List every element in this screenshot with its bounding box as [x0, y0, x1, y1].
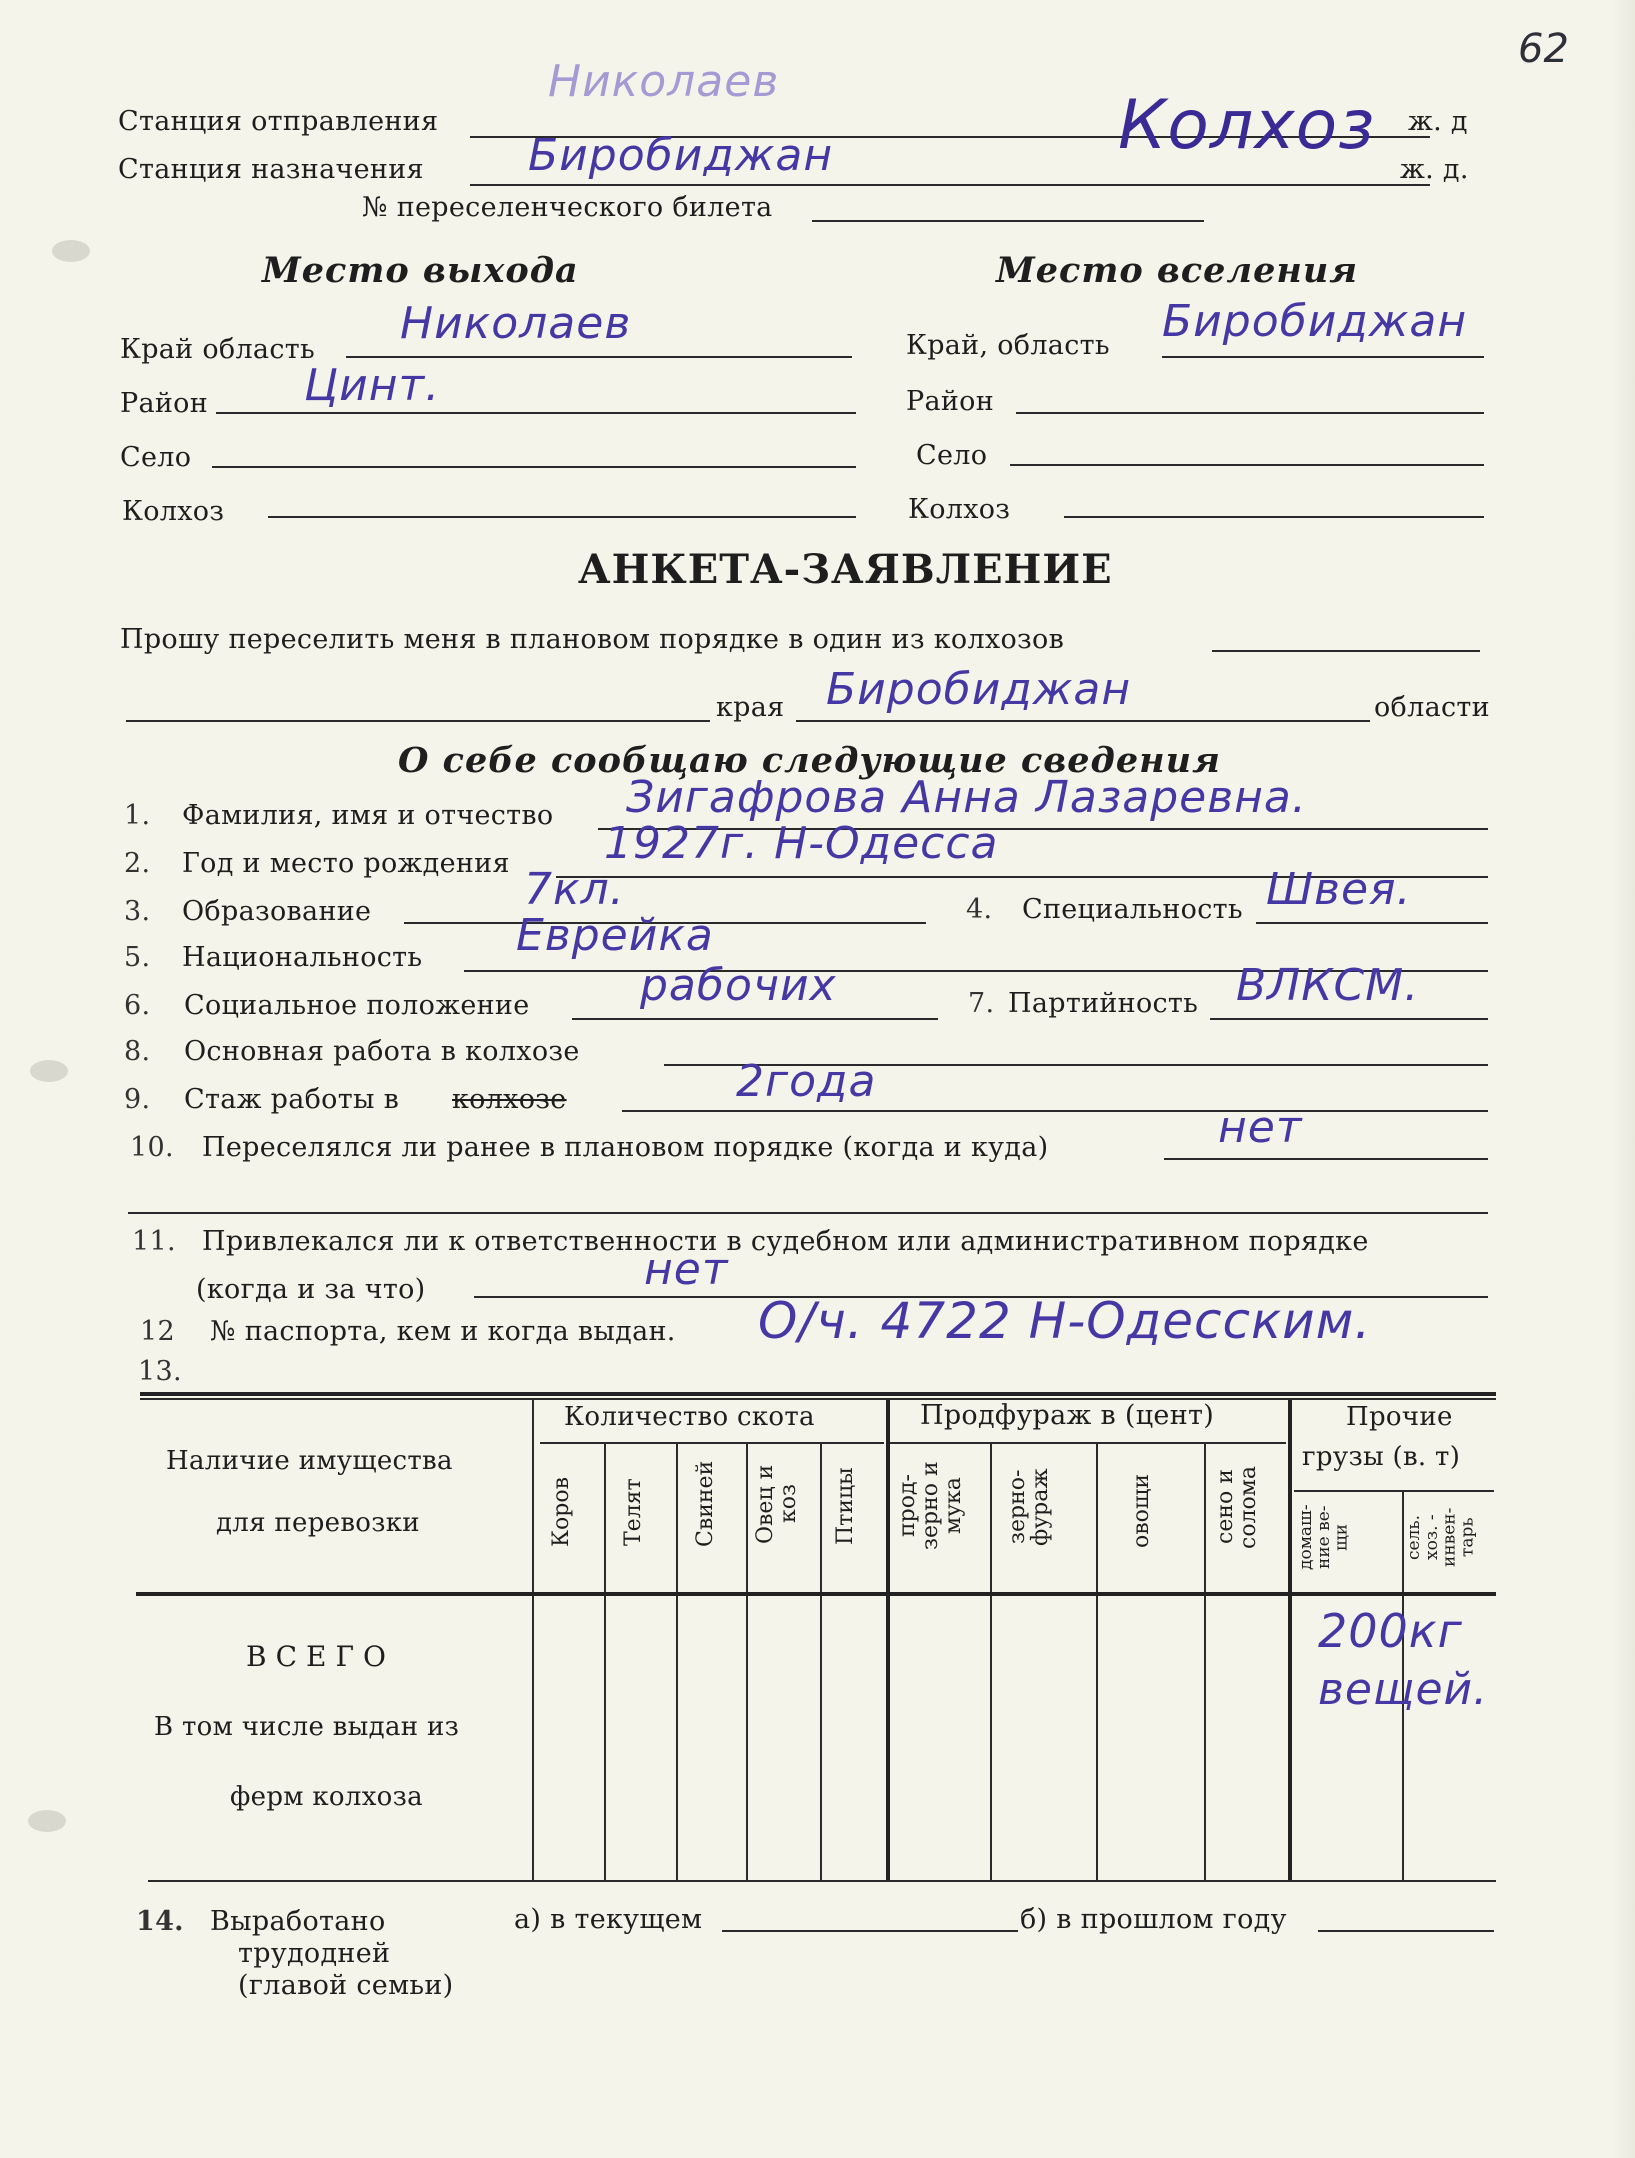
dep-region-value: Николаев [400, 298, 632, 349]
binder-hole [52, 240, 90, 262]
field-12-num: 12 [140, 1316, 175, 1347]
dep-station-label: Станция отправления [118, 106, 439, 137]
field-5-label: Национальность [182, 942, 423, 973]
krai-line-right [796, 720, 1370, 722]
table-col-calves: Телят [621, 1478, 646, 1546]
page-number: 62 [1518, 26, 1569, 72]
table-incl-1: В том числе выдан из [154, 1712, 460, 1742]
field-3-num: 3. [124, 896, 151, 927]
table-col-cows: Коров [549, 1477, 574, 1547]
workdays-label-3: (главой семьи) [238, 1970, 454, 2001]
field-2-value: 1927г. Н-Одесса [604, 818, 999, 869]
table-incl-2: ферм колхоза [230, 1782, 423, 1812]
field-8-label: Основная работа в колхозе [184, 1036, 580, 1067]
dep-region-line [346, 356, 852, 358]
table-group-fodder: Продфураж в (цент) [920, 1400, 1215, 1431]
dep-station-value: Николаев [548, 56, 780, 107]
workdays-num: 14. [136, 1906, 184, 1937]
field-12-value: О/ч. 4722 Н-Одесским. [758, 1292, 1372, 1350]
table-top-rule-2 [140, 1398, 1496, 1400]
departure-title: Место выхода [262, 250, 579, 291]
paper-edge [1613, 0, 1635, 2158]
table-total-label: ВСЕГО [246, 1640, 395, 1673]
request-text: Прошу переселить меня в плановом порядке в один из колхозов [120, 624, 1065, 655]
workdays-label-2: трудодней [238, 1938, 391, 1969]
table-fodder-underline [890, 1442, 1286, 1444]
field-11-label-cont: (когда и за что) [196, 1274, 426, 1305]
dep-kolkhoz-line [268, 516, 856, 518]
table-col-sheep: Овец и коз [753, 1464, 802, 1544]
field-10-value: нет [1218, 1102, 1303, 1153]
table-group-other-1: Прочие [1346, 1402, 1453, 1432]
field-6-line [572, 1018, 938, 1020]
kolkhoz-mark: Колхоз [1118, 86, 1376, 165]
table-vrule [820, 1442, 822, 1880]
set-district-line [1016, 412, 1484, 414]
request-line [1212, 650, 1480, 652]
about-title: О себе сообщаю следующие сведения [398, 740, 1221, 781]
dep-district-value: Цинт. [304, 360, 441, 411]
table-vrule [1204, 1442, 1206, 1880]
field-7-line [1210, 1018, 1488, 1020]
field-1-num: 1. [124, 800, 151, 831]
oblast-label: области [1374, 692, 1490, 723]
table-vrule [1096, 1442, 1098, 1880]
dest-station-value: Биробиджан [528, 130, 834, 181]
table-col-poultry: Птицы [833, 1467, 858, 1545]
dep-station-suffix: ж. д [1408, 106, 1468, 137]
field-10-line [1164, 1158, 1488, 1160]
table-col-hay: сено и солома [1213, 1465, 1262, 1549]
set-region-line [1162, 356, 1484, 358]
field-11-label: Привлекался ли к ответственности в судебном или административном порядке [202, 1226, 1369, 1257]
field-1-value: Зигафрова Анна Лазаревна. [626, 772, 1307, 823]
set-district-label: Район [906, 386, 995, 417]
set-region-label: Край, область [906, 330, 1110, 361]
field-1-label: Фамилия, имя и отчество [182, 800, 554, 831]
field-10-num: 10. [130, 1132, 174, 1163]
table-other-underline [1294, 1490, 1494, 1492]
krai-label: края [716, 692, 785, 723]
table-vrule [886, 1400, 890, 1880]
dest-station-suffix: ж. д. [1400, 154, 1469, 185]
field-6-num: 6. [124, 990, 151, 1021]
dep-kolkhoz-label: Колхоз [122, 496, 225, 527]
field-2-num: 2. [124, 848, 151, 879]
field-3-label: Образование [182, 896, 372, 927]
ticket-label: № переселенческого билета [362, 192, 773, 223]
field-11-value: нет [644, 1244, 729, 1295]
field-13-num: 13. [138, 1356, 182, 1387]
workdays-past-label: б) в прошлом году [1020, 1904, 1287, 1935]
dest-station-label: Станция назначения [118, 154, 424, 185]
field-11-num: 11. [132, 1226, 176, 1257]
field-7-value: ВЛКСМ. [1236, 960, 1420, 1011]
table-group-livestock: Количество скота [564, 1402, 815, 1432]
field-2-label: Год и место рождения [182, 848, 510, 879]
field-4-label: Специальность [1022, 894, 1243, 925]
workdays-label-1: Выработано [210, 1906, 386, 1937]
set-village-label: Село [916, 440, 988, 471]
table-col-household: домаш- ние ве- щи [1296, 1504, 1352, 1570]
field-4-value: Швея. [1266, 864, 1412, 915]
table-vrule [990, 1442, 992, 1880]
field-9-label-struck: колхозе [452, 1084, 567, 1115]
binder-hole [30, 1060, 68, 1082]
set-region-value: Биробиджан [1162, 296, 1468, 347]
table-group-other-2: грузы (в. т) [1302, 1442, 1461, 1472]
workdays-current-line [722, 1930, 1018, 1932]
dest-station-line [470, 184, 1430, 186]
dep-district-label: Район [120, 388, 209, 419]
table-vrule [1288, 1400, 1292, 1880]
field-4-line [1256, 922, 1488, 924]
dep-district-line [216, 412, 856, 414]
table-vrule [532, 1400, 534, 1880]
table-col-vegetables: овощи [1129, 1474, 1154, 1548]
table-top-rule [140, 1392, 1496, 1396]
table-col-pigs: Свиней [693, 1460, 718, 1548]
table-col-farm-tools: сель. хоз. - инвен- тарь [1404, 1507, 1478, 1567]
table-vrule [604, 1442, 606, 1880]
table-col-grain: прод- зерно и мука [895, 1461, 967, 1551]
table-vrule [746, 1442, 748, 1880]
field-7-num: 7. [968, 988, 995, 1019]
field-8-num: 8. [124, 1036, 151, 1067]
form-title: АНКЕТА-ЗАЯВЛЕНИЕ [578, 546, 1113, 593]
dep-village-line [212, 466, 856, 468]
settlement-title: Место вселения [996, 250, 1359, 291]
table-header-rule [136, 1592, 1496, 1596]
field-12-label: № паспорта, кем и когда выдан. [210, 1316, 676, 1347]
table-col-fodder: зерно- фураж [1005, 1468, 1054, 1546]
field-6-label: Социальное положение [184, 990, 530, 1021]
table-row-header-1: Наличие имущества [166, 1446, 453, 1476]
field-10-line-2 [128, 1212, 1488, 1214]
field-5-num: 5. [124, 942, 151, 973]
krai-line-left [126, 720, 710, 722]
binder-hole [28, 1810, 66, 1832]
table-row-header-2: для перевозки [216, 1508, 420, 1538]
field-7-label: Партийность [1008, 988, 1199, 1019]
dep-village-label: Село [120, 442, 192, 473]
field-9-line [622, 1110, 1488, 1112]
set-village-line [1010, 464, 1484, 466]
field-9-num: 9. [124, 1084, 151, 1115]
field-10-label: Переселялся ли ранее в плановом порядке (когда и куда) [202, 1132, 1049, 1163]
field-9-value: 2года [736, 1056, 877, 1107]
dep-region-label: Край область [120, 334, 315, 365]
table-household-value-1: 200кг [1318, 1604, 1463, 1658]
field-5-value: Еврейка [516, 910, 714, 961]
table-livestock-underline [540, 1442, 884, 1444]
krai-value: Биробиджан [826, 664, 1132, 715]
workdays-past-line [1318, 1930, 1494, 1932]
table-household-value-2: вещей. [1318, 1664, 1489, 1715]
workdays-current-label: а) в текущем [514, 1904, 703, 1935]
set-kolkhoz-label: Колхоз [908, 494, 1011, 525]
field-3-value: 7кл. [524, 864, 625, 915]
table-bottom-rule [148, 1880, 1496, 1882]
field-9-label: Стаж работы в [184, 1084, 400, 1115]
table-vrule [676, 1442, 678, 1880]
field-6-value: рабочих [640, 960, 837, 1011]
ticket-line [812, 220, 1204, 222]
set-kolkhoz-line [1064, 516, 1484, 518]
field-4-num: 4. [966, 894, 993, 925]
